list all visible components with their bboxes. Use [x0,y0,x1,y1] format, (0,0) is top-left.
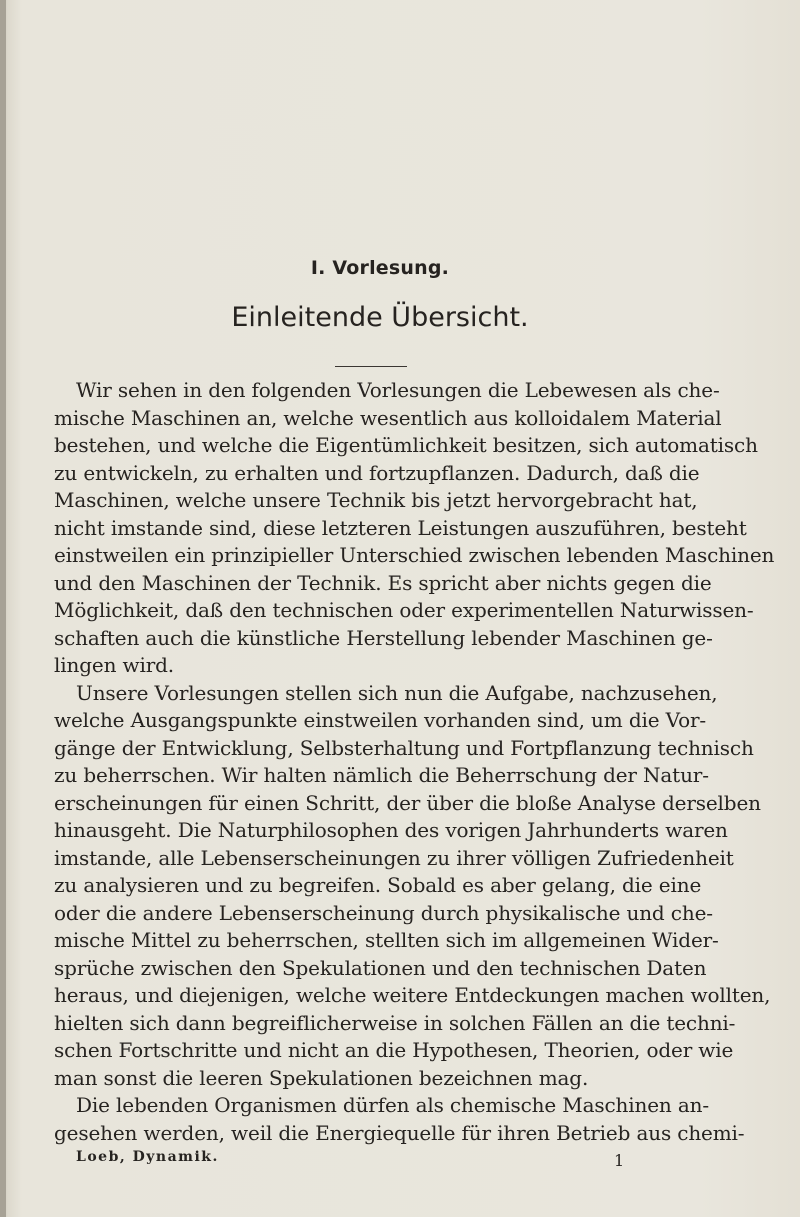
text-line: Wir sehen in den folgenden Vorlesungen die Lebewesen als che- [76,378,720,402]
text-line: erscheinungen für einen Schritt, der über die bloße Analyse derselben [54,790,761,815]
text-line: welche Ausgangspunkte einstweilen vorhanden sind, um die Vor- [54,708,706,732]
text-line: Möglichkeit, daß den technischen oder experimentellen Naturwissen- [54,598,754,622]
text-line: schen Fortschritte und nicht an die Hypothesen, Theorien, oder wie [54,1038,734,1062]
text-line: man sonst die leeren Spekulationen bezeichnen mag. [54,1065,589,1090]
signature-mark: 1 [614,1151,625,1170]
text-line: und den Maschinen der Technik. Es spricht aber nichts gegen die [54,570,712,595]
text-line: bestehen, und welche die Eigentümlichkeit besitzen, sich automatisch [54,433,758,457]
text-line: oder die andere Lebenserscheinung durch physikalische und che- [54,900,713,925]
text-line: zu analysieren und zu begreifen. Sobald es aber gelang, die eine [54,873,702,897]
lecture-heading: I. Vorlesung. [310,257,450,279]
text-line: Maschinen, welche unsere Technik bis jetzt hervorgebracht hat, [54,488,698,512]
printer-signature: Loeb, Dynamik. [76,1149,219,1165]
text-line: imstande, alle Lebenserscheinungen zu ihrer völligen Zufriedenheit [54,845,734,870]
text-line: nicht imstande sind, diese letzteren Leistungen auszuführen, besteht [54,515,747,540]
text-line: gesehen werden, weil die Energiequelle für ihren Betrieb aus chemi- [54,1120,745,1145]
chapter-title: Einleitende Übersicht. [231,302,529,333]
text-line: Die lebenden Organismen dürfen als chemische Maschinen an- [76,1093,709,1117]
text-line: heraus, und diejenigen, welche weitere Entdeckungen machen wollten, [54,983,771,1007]
text-line: schaften auch die künstliche Herstellung lebender Maschinen ge- [54,625,713,650]
text-line: gänge der Entwicklung, Selbsterhaltung und Fortpflanzung technisch [54,735,754,760]
text-line: einstweilen ein prinzipieller Unterschied zwischen lebenden Maschinen [54,543,775,567]
text-line: mische Maschinen an, welche wesentlich aus kolloidalem Material [54,405,722,430]
title-rule [335,366,407,367]
text-line: hinausgeht. Die Naturphilosophen des vorigen Jahrhunderts waren [54,818,728,842]
text-line: sprüche zwischen den Spekulationen und den technischen Daten [54,955,707,980]
text-line: Unsere Vorlesungen stellen sich nun die Aufgabe, nachzusehen, [76,680,718,705]
book-gutter [0,0,6,1217]
text-line: zu entwickeln, zu erhalten und fortzupflanzen. Dadurch, daß die [54,460,700,485]
text-line: mische Mittel zu beherrschen, stellten sich im allgemeinen Wider- [54,928,719,952]
text-line: lingen wird. [54,653,174,677]
text-line: hielten sich dann begreiflicherweise in solchen Fällen an die techni- [54,1010,736,1035]
text-line: zu beherrschen. Wir halten nämlich die Beherrschung der Natur- [54,763,709,787]
